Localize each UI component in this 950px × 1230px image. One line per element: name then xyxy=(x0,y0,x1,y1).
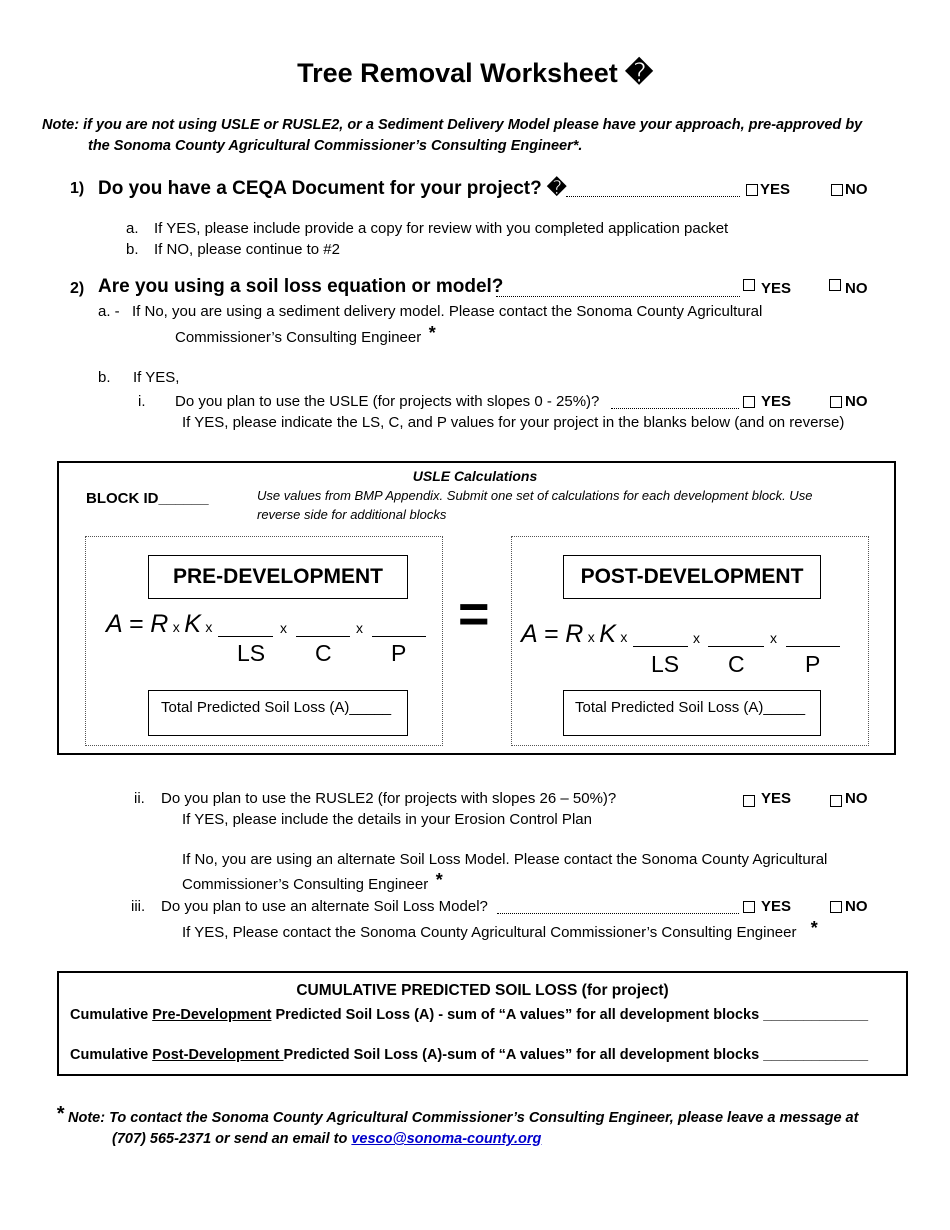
q2-a-line1: If No, you are using a sediment delivery model. Please contact the Sonoma County Agricultural xyxy=(132,303,763,320)
q2-iii-marker: iii. xyxy=(131,898,146,915)
usle-title: USLE Calculations xyxy=(412,468,538,484)
pre-development-title: PRE-DEVELOPMENT xyxy=(148,555,408,599)
pre-eq-prefix: A = R xyxy=(106,610,169,638)
q1-b-marker: b. xyxy=(126,241,139,258)
cumulative-pre-underlined: Pre-Development xyxy=(152,1007,272,1023)
pre-total-label[interactable]: Total Predicted Soil Loss (A)_____ xyxy=(161,699,392,716)
post-c-blank[interactable] xyxy=(708,646,764,647)
note-bottom-line2 xyxy=(112,1131,541,1147)
q2-iii-star: * xyxy=(810,918,818,938)
page-title: Tree Removal Worksheet � xyxy=(297,58,653,88)
q2-no-label: NO xyxy=(845,280,868,297)
pre-ls-blank[interactable] xyxy=(218,636,273,637)
post-p-blank[interactable] xyxy=(786,646,840,647)
q2-a-star: * xyxy=(428,323,436,343)
usle-instructions-line1: Use values from BMP Appendix. Submit one set of calculations for each development block. Use xyxy=(257,488,813,503)
post-eq-x4: x xyxy=(770,630,777,646)
q2-ii-marker: ii. xyxy=(134,790,145,807)
q2-i-marker: i. xyxy=(138,393,146,410)
q1-a-marker: a. xyxy=(126,220,139,237)
q1-question: Do you have a CEQA Document for your project? � xyxy=(98,178,567,199)
q2-a-line2: Commissioner’s Consulting Engineer xyxy=(175,329,422,346)
pre-p-blank[interactable] xyxy=(372,636,426,637)
cumulative-title: CUMULATIVE PREDICTED SOIL LOSS (for project) xyxy=(296,982,669,999)
q2-ii-no-line1: If No, you are using an alternate Soil Loss Model. Please contact the Sonoma County Agricultural xyxy=(182,851,828,868)
q1-number: 1) xyxy=(70,180,85,197)
post-p-label: P xyxy=(805,651,821,677)
q1-no-label: NO xyxy=(845,181,868,198)
usle-instructions-line2: reverse side for additional blocks xyxy=(257,507,447,522)
q2-iii-yes-label: YES xyxy=(761,898,792,915)
note-top-line2: the Sonoma County Agricultural Commissioner’s Consulting Engineer*. xyxy=(88,138,583,154)
cumulative-pre-line[interactable] xyxy=(70,1007,868,1023)
q1-yes-checkbox[interactable] xyxy=(746,184,758,196)
pre-eq-x3: x xyxy=(280,620,287,636)
q2-iii-no-checkbox[interactable] xyxy=(830,901,842,913)
q2-ii-yes-checkbox[interactable] xyxy=(743,795,755,807)
q2-iii-leader xyxy=(497,913,739,914)
pre-c-blank[interactable] xyxy=(296,636,350,637)
post-eq-prefix: A = R xyxy=(521,620,584,648)
post-ls-blank[interactable] xyxy=(633,646,688,647)
q2-iii-sub: If YES, Please contact the Sonoma County Agricultural Commissioner’s Consulting Engineer xyxy=(182,924,797,941)
q2-yes-checkbox[interactable] xyxy=(743,279,755,291)
q2-b-marker: b. xyxy=(98,369,111,386)
q2-leader xyxy=(496,296,740,297)
q2-iii-no-label: NO xyxy=(845,898,868,915)
equals-sign: = xyxy=(458,584,490,644)
post-eq-x3: x xyxy=(693,630,700,646)
note-bottom-star: * xyxy=(56,1103,64,1125)
note-top-line1: Note: if you are not using USLE or RUSLE2, or a Sediment Delivery Model please have your approach, pre-approved by xyxy=(42,117,863,133)
q2-number: 2) xyxy=(70,280,85,297)
post-equation xyxy=(521,620,627,649)
post-total-label[interactable]: Total Predicted Soil Loss (A)_____ xyxy=(575,699,806,716)
q1-no-checkbox[interactable] xyxy=(831,184,843,196)
note-bottom-line1: Note: To contact the Sonoma County Agricultural Commissioner’s Consulting Engineer, please leave a message at xyxy=(68,1110,859,1126)
q2-i-yes-label: YES xyxy=(761,393,792,410)
q2-i-no-label: NO xyxy=(845,393,868,410)
post-eq-x2: x xyxy=(620,629,628,645)
q2-i-yes-checkbox[interactable] xyxy=(743,396,755,408)
q1-leader xyxy=(566,196,740,197)
q2-ii-no-line2: Commissioner’s Consulting Engineer xyxy=(182,876,429,893)
q2-ii-sub: If YES, please include the details in your Erosion Control Plan xyxy=(182,811,592,828)
q2-iii-question: Do you plan to use an alternate Soil Loss Model? xyxy=(161,898,488,915)
post-eq-k: K xyxy=(599,620,616,648)
q2-a-marker: a. - xyxy=(98,303,120,320)
pre-eq-x2: x xyxy=(205,619,213,635)
pre-ls-label: LS xyxy=(237,640,266,666)
pre-equation xyxy=(106,610,212,639)
q2-ii-no-checkbox[interactable] xyxy=(830,795,842,807)
q2-ii-yes-label: YES xyxy=(761,790,792,807)
q2-b-text: If YES, xyxy=(133,369,180,386)
pre-c-label: C xyxy=(315,640,332,666)
q2-no-checkbox[interactable] xyxy=(829,279,841,291)
q2-yes-label: YES xyxy=(761,280,792,297)
cumulative-pre-rest: Predicted Soil Loss (A) - sum of “A values” for all development blocks _____________ xyxy=(271,1007,869,1023)
post-c-label: C xyxy=(728,651,745,677)
note-bottom-line2-text: (707) 565-2371 or send an email to xyxy=(112,1131,352,1147)
q2-i-leader xyxy=(611,408,739,409)
post-eq-x1: x xyxy=(587,629,595,645)
q2-ii-star: * xyxy=(435,870,443,890)
cumulative-post-underlined: Post-Development xyxy=(152,1047,284,1063)
cumulative-post-prefix: Cumulative xyxy=(70,1047,153,1063)
q1-a-text: If YES, please include provide a copy for review with you completed application packet xyxy=(154,220,729,237)
q1-b-text: If NO, please continue to #2 xyxy=(154,241,340,258)
cumulative-pre-prefix: Cumulative xyxy=(70,1007,153,1023)
post-development-title: POST-DEVELOPMENT xyxy=(563,555,821,599)
q2-question: Are you using a soil loss equation or model? xyxy=(98,276,504,297)
block-id[interactable]: BLOCK ID______ xyxy=(86,490,209,507)
pre-p-label: P xyxy=(391,640,407,666)
q2-i-no-checkbox[interactable] xyxy=(830,396,842,408)
pre-eq-k: K xyxy=(184,610,201,638)
email-link[interactable]: vesco@sonoma-county.org xyxy=(351,1131,542,1147)
cumulative-post-rest: Predicted Soil Loss (A)-sum of “A values” for all development blocks _____________ xyxy=(283,1047,869,1063)
q2-ii-question: Do you plan to use the RUSLE2 (for projects with slopes 26 – 50%)? xyxy=(161,790,617,807)
cumulative-post-line[interactable] xyxy=(70,1047,868,1063)
pre-eq-x1: x xyxy=(172,619,180,635)
post-ls-label: LS xyxy=(651,651,680,677)
pre-eq-x4: x xyxy=(356,620,363,636)
q1-yes-label: YES xyxy=(760,181,791,198)
q2-iii-yes-checkbox[interactable] xyxy=(743,901,755,913)
q2-i-sub: If YES, please indicate the LS, C, and P values for your project in the blanks below (and on reverse) xyxy=(182,414,845,431)
q2-ii-no-label: NO xyxy=(845,790,868,807)
q2-i-question: Do you plan to use the USLE (for projects with slopes 0 - 25%)? xyxy=(175,393,600,410)
